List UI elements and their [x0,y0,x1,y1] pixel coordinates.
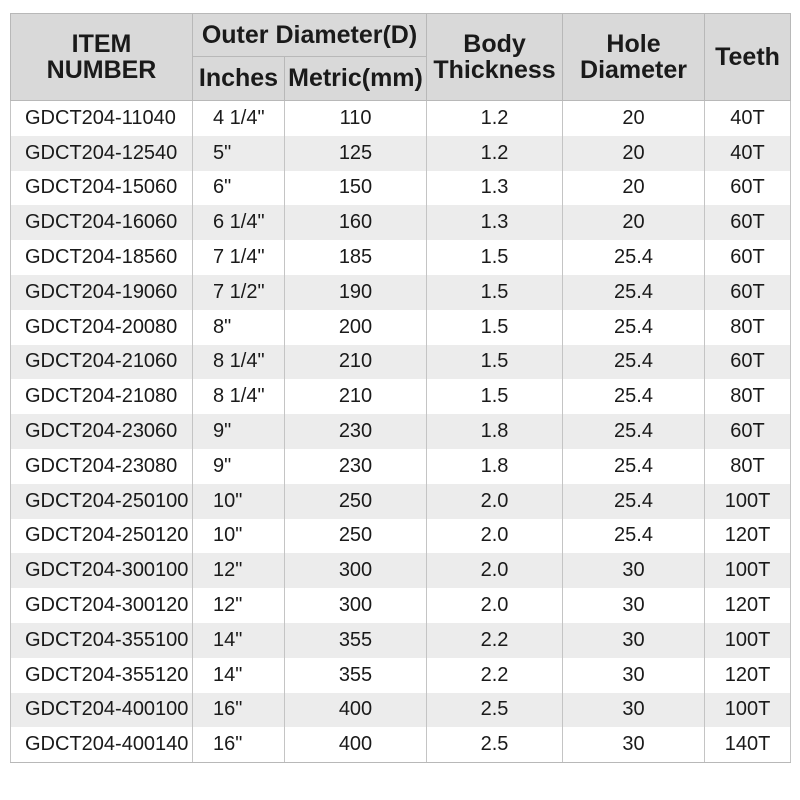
cell-inches: 14" [193,658,285,693]
header-hole-diameter [563,14,705,101]
cell-hole-diameter: 25.4 [563,275,705,310]
cell-inches: 8 1/4" [193,345,285,380]
table-row [11,171,791,206]
cell-teeth: 60T [705,240,791,275]
cell-inches: 5" [193,136,285,171]
header-item-number [11,14,193,101]
table-row [11,449,791,484]
table-row [11,623,791,658]
cell-teeth: 60T [705,275,791,310]
cell-metric: 230 [285,414,427,449]
cell-hole-diameter: 30 [563,553,705,588]
cell-item-number: GDCT204-300100 [11,553,193,588]
header-metric: Metric(mm) [285,57,427,101]
table-row [11,727,791,762]
cell-metric: 125 [285,136,427,171]
cell-inches: 9" [193,449,285,484]
cell-body-thickness: 1.8 [427,449,563,484]
cell-metric: 210 [285,345,427,380]
cell-inches: 4 1/4" [193,101,285,136]
cell-hole-diameter: 25.4 [563,414,705,449]
cell-body-thickness: 2.0 [427,588,563,623]
header-teeth: Teeth [705,14,791,101]
cell-body-thickness: 1.2 [427,101,563,136]
cell-item-number: GDCT204-21080 [11,379,193,414]
cell-item-number: GDCT204-400100 [11,693,193,728]
cell-body-thickness: 1.5 [427,275,563,310]
cell-hole-diameter: 30 [563,588,705,623]
cell-hole-diameter: 30 [563,693,705,728]
cell-teeth: 120T [705,588,791,623]
table-row [11,693,791,728]
cell-teeth: 80T [705,379,791,414]
cell-metric: 150 [285,171,427,206]
cell-item-number: GDCT204-23080 [11,449,193,484]
cell-inches: 10" [193,519,285,554]
header-hole-line2: Diameter [580,56,688,84]
table-row [11,553,791,588]
cell-teeth: 40T [705,101,791,136]
cell-body-thickness: 2.5 [427,693,563,728]
cell-body-thickness: 1.5 [427,379,563,414]
cell-metric: 210 [285,379,427,414]
header-item-line1: ITEM [71,29,132,58]
cell-teeth: 60T [705,205,791,240]
cell-body-thickness: 2.5 [427,727,563,762]
cell-item-number: GDCT204-11040 [11,101,193,136]
cell-metric: 200 [285,310,427,345]
header-hole-line1: Hole [606,29,661,58]
cell-hole-diameter: 20 [563,205,705,240]
cell-metric: 400 [285,693,427,728]
cell-body-thickness: 1.5 [427,310,563,345]
cell-inches: 6" [193,171,285,206]
cell-metric: 160 [285,205,427,240]
cell-teeth: 120T [705,519,791,554]
cell-item-number: GDCT204-355120 [11,658,193,693]
table-body [11,101,791,763]
cell-inches: 10" [193,484,285,519]
header-item-line2: NUMBER [46,56,157,84]
cell-body-thickness: 2.0 [427,553,563,588]
cell-inches: 14" [193,623,285,658]
cell-item-number: GDCT204-18560 [11,240,193,275]
table-row [11,101,791,136]
table-row [11,379,791,414]
cell-hole-diameter: 30 [563,658,705,693]
cell-teeth: 100T [705,484,791,519]
table-row [11,414,791,449]
cell-hole-diameter: 30 [563,727,705,762]
cell-inches: 8 1/4" [193,379,285,414]
cell-inches: 6 1/4" [193,205,285,240]
cell-inches: 12" [193,588,285,623]
cell-metric: 185 [285,240,427,275]
cell-teeth: 80T [705,449,791,484]
cell-item-number: GDCT204-19060 [11,275,193,310]
cell-hole-diameter: 25.4 [563,310,705,345]
cell-item-number: GDCT204-21060 [11,345,193,380]
cell-inches: 9" [193,414,285,449]
table-row [11,588,791,623]
cell-metric: 230 [285,449,427,484]
cell-metric: 110 [285,101,427,136]
header-outer-diameter: Outer Diameter(D) [193,14,427,57]
cell-body-thickness: 2.0 [427,519,563,554]
cell-hole-diameter: 25.4 [563,379,705,414]
cell-inches: 7 1/4" [193,240,285,275]
cell-body-thickness: 2.2 [427,623,563,658]
cell-teeth: 120T [705,658,791,693]
cell-body-thickness: 1.5 [427,345,563,380]
header-inches: Inches [193,57,285,101]
cell-teeth: 60T [705,171,791,206]
cell-body-thickness: 1.5 [427,240,563,275]
cell-metric: 400 [285,727,427,762]
cell-metric: 190 [285,275,427,310]
cell-metric: 300 [285,553,427,588]
header-body-line2: Thickness [433,56,556,84]
header-body-thickness [427,14,563,101]
cell-teeth: 100T [705,693,791,728]
cell-metric: 250 [285,484,427,519]
cell-item-number: GDCT204-400140 [11,727,193,762]
cell-teeth: 60T [705,414,791,449]
cell-item-number: GDCT204-355100 [11,623,193,658]
cell-body-thickness: 2.2 [427,658,563,693]
spec-table-container [10,13,791,763]
cell-hole-diameter: 20 [563,171,705,206]
cell-hole-diameter: 20 [563,136,705,171]
table-row [11,658,791,693]
cell-hole-diameter: 30 [563,623,705,658]
cell-teeth: 40T [705,136,791,171]
header-body-line1: Body [463,29,526,58]
cell-hole-diameter: 25.4 [563,449,705,484]
cell-body-thickness: 1.2 [427,136,563,171]
cell-inches: 8" [193,310,285,345]
cell-inches: 7 1/2" [193,275,285,310]
cell-metric: 250 [285,519,427,554]
cell-teeth: 140T [705,727,791,762]
cell-hole-diameter: 20 [563,101,705,136]
table-row [11,484,791,519]
cell-metric: 355 [285,658,427,693]
spec-table [10,13,791,763]
cell-item-number: GDCT204-15060 [11,171,193,206]
cell-hole-diameter: 25.4 [563,240,705,275]
table-row [11,519,791,554]
table-row [11,275,791,310]
cell-teeth: 100T [705,553,791,588]
cell-item-number: GDCT204-250100 [11,484,193,519]
cell-item-number: GDCT204-23060 [11,414,193,449]
cell-item-number: GDCT204-16060 [11,205,193,240]
cell-body-thickness: 2.0 [427,484,563,519]
cell-item-number: GDCT204-12540 [11,136,193,171]
cell-item-number: GDCT204-250120 [11,519,193,554]
cell-hole-diameter: 25.4 [563,345,705,380]
cell-inches: 16" [193,727,285,762]
cell-hole-diameter: 25.4 [563,484,705,519]
table-row [11,240,791,275]
table-row [11,345,791,380]
cell-teeth: 60T [705,345,791,380]
cell-item-number: GDCT204-20080 [11,310,193,345]
cell-inches: 16" [193,693,285,728]
cell-metric: 355 [285,623,427,658]
cell-metric: 300 [285,588,427,623]
cell-teeth: 80T [705,310,791,345]
table-row [11,205,791,240]
table-header [11,14,791,101]
cell-inches: 12" [193,553,285,588]
cell-item-number: GDCT204-300120 [11,588,193,623]
cell-body-thickness: 1.8 [427,414,563,449]
cell-teeth: 100T [705,623,791,658]
cell-hole-diameter: 25.4 [563,519,705,554]
table-row [11,310,791,345]
cell-body-thickness: 1.3 [427,171,563,206]
table-row [11,136,791,171]
cell-body-thickness: 1.3 [427,205,563,240]
